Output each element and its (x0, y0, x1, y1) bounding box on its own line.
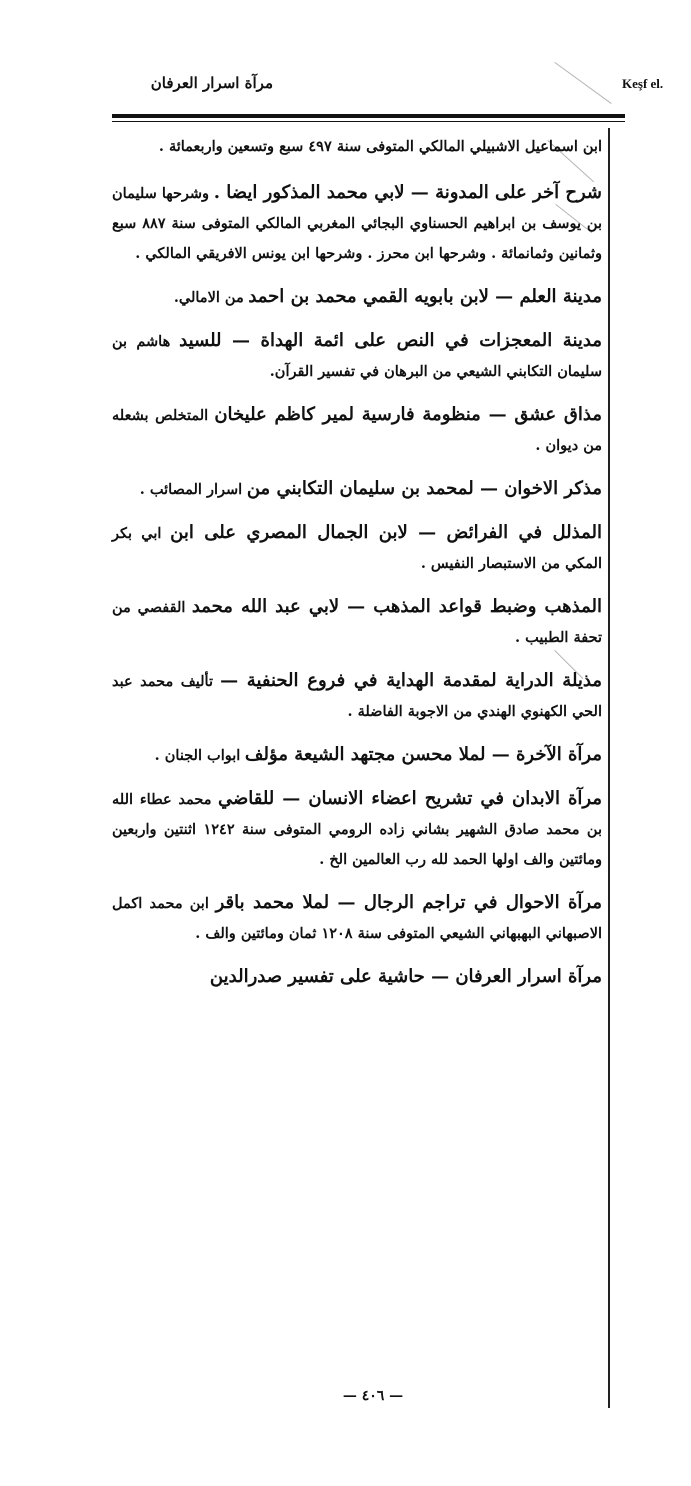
entry-11 (112, 888, 602, 949)
entry-6 (112, 518, 602, 579)
entry-head: مذاق عشق — منظومة فارسية لمير كاظم عليخان (214, 404, 602, 425)
entry-head: شرح آخر على المدونة — لابي محمد المذكور ايضا . (213, 182, 603, 203)
entry-body: اسرار المصائب . (139, 481, 243, 498)
entry-head: مرآة الاحوال في تراجم الرجال — لملا محمد باقر (215, 892, 602, 913)
entry-head: مرآة اسرار العرفان — حاشية على تفسير صدرالدين (209, 966, 602, 987)
header-rule-thick (112, 114, 625, 118)
entry-body: ابواب الجنان . (154, 747, 241, 764)
entry-body: المتخلص بشعله من ديوان . (112, 407, 602, 454)
margin-line (608, 128, 610, 1408)
intro-paragraph (112, 132, 602, 162)
entry-12 (112, 962, 602, 993)
entry-5 (112, 474, 602, 505)
entry-8 (112, 666, 602, 727)
page-number: — ٤٠٦ — (342, 1388, 404, 1404)
entry-body: وشرحها سليمان بن يوسف بن ابراهيم الحسناوي البجائي المغربي المالكي المتوفى سنة ٨٨٧ سبع وثمانين وثمانمائة . وشرحها ابن محرز . وشرحها ابن يونس الافريقي المالكي . (112, 185, 603, 262)
entry-2 (112, 282, 602, 313)
entry-head: المذهب وضبط قواعد المذهب — لابي عبد الله محمد (191, 596, 602, 617)
page-content (112, 132, 602, 1006)
running-header-right: مرآة اسرار العرفان (150, 74, 273, 92)
entry-3 (112, 326, 602, 387)
running-header-left: Keşf el. (622, 76, 664, 91)
entry-9 (112, 740, 602, 771)
intro-text: ابن اسماعيل الاشبيلي المالكي المتوفى سنة ٤٩٧ سبع وتسعين واربعمائة . (158, 138, 602, 155)
entry-body: ابي بكر المكي من الاستبصار النفيس . (112, 525, 602, 572)
entry-head: مرآة الابدان في تشريح اعضاء الانسان — للقاضي (217, 788, 602, 809)
entry-body: هاشم بن سليمان التكابني الشيعي من البرهان في تفسير القرآن. (112, 333, 602, 380)
entry-body: القفصي من تحفة الطبيب . (112, 599, 602, 646)
entry-head: مذيلة الدراية لمقدمة الهداية في فروع الحنفية — (220, 670, 602, 691)
scan-scratch-1 (554, 62, 611, 104)
entry-head: مذكر الاخوان — لمحمد بن سليمان التكابني من (246, 478, 602, 499)
entry-head: مدينة المعجزات في النص على ائمة الهداة — للسيد (179, 330, 602, 351)
entry-head: مدينة العلم — لابن بابويه القمي محمد بن احمد (248, 286, 602, 307)
header-rule-thin (112, 121, 625, 122)
entry-10 (112, 784, 602, 875)
entry-body: محمد عطاء الله بن محمد صادق الشهير بشاني زاده الرومي المتوفى سنة ١٢٤٢ اثنتين واربعين ومائتين والف اولها الحمد لله رب العالمين الخ . (112, 791, 602, 868)
entry-4 (112, 400, 602, 461)
entry-body: ابن محمد اكمل الاصبهاني البهبهاني الشيعي المتوفى سنة ١٢٠٨ ثمان ومائتين والف . (112, 895, 602, 942)
entry-body: تأليف محمد عبد الحي الكهنوي الهندي من الاجوبة الفاضلة . (112, 673, 602, 720)
entry-body: من الامالي. (173, 289, 244, 306)
entry-1 (112, 178, 602, 269)
entry-7 (112, 592, 602, 653)
entry-head: المذلل في الفرائض — لابن الجمال المصري على ابن (170, 522, 602, 543)
entry-head: مرآة الآخرة — لملا محسن مجتهد الشيعة مؤلف (244, 744, 602, 765)
